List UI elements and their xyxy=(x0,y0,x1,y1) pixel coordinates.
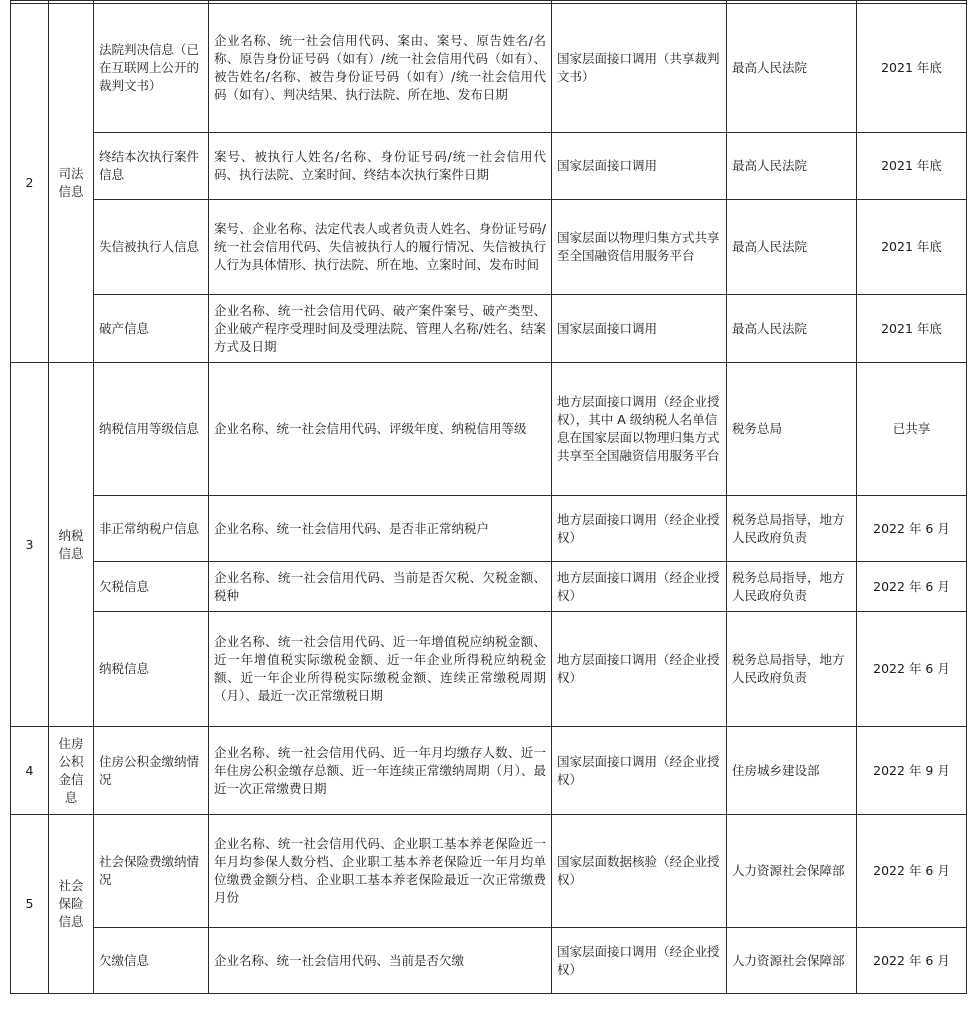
table-row xyxy=(11,727,967,815)
category-label: 住房 公积 金信 息 xyxy=(49,727,94,815)
table-row xyxy=(11,815,967,928)
info-content: 企业名称、统一社会信用代码、当前是否欠税、欠税金额、税种 xyxy=(209,562,552,612)
responsible-dept: 税务总局 xyxy=(727,363,857,496)
category-label: 司法 信息 xyxy=(49,4,94,363)
responsible-dept: 人力资源社会保障部 xyxy=(727,815,857,928)
info-content: 企业名称、统一社会信用代码、近一年月均缴存人数、近一年住房公积金缴存总额、近一年连续正常缴纳周期（月）、最近一次正常缴费日期 xyxy=(209,727,552,815)
sharing-method: 国家层面接口调用（经企业授权） xyxy=(552,727,727,815)
info-content: 企业名称、统一社会信用代码、评级年度、纳税信用等级 xyxy=(209,363,552,496)
responsible-dept: 税务总局指导，地方人民政府负责 xyxy=(727,562,857,612)
responsible-dept: 最高人民法院 xyxy=(727,200,857,295)
info-item: 住房公积金缴纳情况 xyxy=(94,727,209,815)
row-number: 5 xyxy=(11,815,49,994)
info-content: 案号、企业名称、法定代表人或者负责人姓名、身份证号码/统一社会信用代码、失信被执行人的履行情况、失信被执行人行为具体情形、执行法院、所在地、立案时间、发布时间 xyxy=(209,200,552,295)
completion-time: 2022 年 6 月 xyxy=(857,928,967,994)
table-row xyxy=(11,928,967,994)
sharing-method: 国家层面接口调用 xyxy=(552,133,727,200)
info-item: 欠缴信息 xyxy=(94,928,209,994)
info-content: 企业名称、统一社会信用代码、近一年增值税应纳税金额、近一年增值税实际缴税金额、近一年企业所得税应纳税金额、近一年企业所得税实际缴税金额、连续正常缴税周期（月）、最近一次正常缴税日期 xyxy=(209,612,552,727)
info-item: 法院判决信息（已在互联网上公开的裁判文书） xyxy=(94,4,209,133)
sharing-method: 地方层面接口调用（经企业授权） xyxy=(552,496,727,562)
info-item: 社会保险费缴纳情况 xyxy=(94,815,209,928)
completion-time: 2022 年 6 月 xyxy=(857,612,967,727)
table-row xyxy=(11,133,967,200)
table-row xyxy=(11,363,967,496)
responsible-dept: 税务总局指导，地方人民政府负责 xyxy=(727,612,857,727)
table-row xyxy=(11,562,967,612)
completion-time: 2021 年底 xyxy=(857,133,967,200)
info-item: 失信被执行人信息 xyxy=(94,200,209,295)
info-content: 企业名称、统一社会信用代码、当前是否欠缴 xyxy=(209,928,552,994)
table-row xyxy=(11,496,967,562)
sharing-method: 地方层面接口调用（经企业授权） xyxy=(552,612,727,727)
info-content: 企业名称、统一社会信用代码、是否非正常纳税户 xyxy=(209,496,552,562)
responsible-dept: 人力资源社会保障部 xyxy=(727,928,857,994)
responsible-dept: 最高人民法院 xyxy=(727,295,857,363)
info-item: 非正常纳税户信息 xyxy=(94,496,209,562)
completion-time: 2022 年 6 月 xyxy=(857,562,967,612)
completion-time: 2021 年底 xyxy=(857,200,967,295)
info-content: 企业名称、统一社会信用代码、案由、案号、原告姓名/名称、原告身份证号码（如有）/统一社会信用代码（如有）、被告姓名/名称、被告身份证号码（如有）/统一社会信用代码（如有）、判决结果、执行法院、所在地、发布日期 xyxy=(209,4,552,133)
responsible-dept: 住房城乡建设部 xyxy=(727,727,857,815)
responsible-dept: 最高人民法院 xyxy=(727,133,857,200)
info-content: 企业名称、统一社会信用代码、破产案件案号、破产类型、企业破产程序受理时间及受理法院、管理人名称/姓名、结案方式及日期 xyxy=(209,295,552,363)
completion-time: 2022 年 6 月 xyxy=(857,815,967,928)
sharing-method: 国家层面接口调用（经企业授权） xyxy=(552,928,727,994)
sharing-method: 地方层面接口调用（经企业授权），其中 A 级纳税人名单信息在国家层面以物理归集方式共享至全国融资信用服务平台 xyxy=(552,363,727,496)
info-item: 破产信息 xyxy=(94,295,209,363)
credit-info-table xyxy=(10,0,967,994)
completion-time: 2022 年 6 月 xyxy=(857,496,967,562)
info-item: 纳税信用等级信息 xyxy=(94,363,209,496)
row-number: 2 xyxy=(11,4,49,363)
responsible-dept: 税务总局指导，地方人民政府负责 xyxy=(727,496,857,562)
table-row xyxy=(11,612,967,727)
completion-time: 已共享 xyxy=(857,363,967,496)
info-content: 案号、被执行人姓名/名称、身份证号码/统一社会信用代码、执行法院、立案时间、终结本次执行案件日期 xyxy=(209,133,552,200)
table-row xyxy=(11,200,967,295)
sharing-method: 地方层面接口调用（经企业授权） xyxy=(552,562,727,612)
completion-time: 2022 年 9 月 xyxy=(857,727,967,815)
sharing-method: 国家层面以物理归集方式共享至全国融资信用服务平台 xyxy=(552,200,727,295)
sharing-method: 国家层面数据核验（经企业授权） xyxy=(552,815,727,928)
info-item: 终结本次执行案件信息 xyxy=(94,133,209,200)
category-label: 纳税 信息 xyxy=(49,363,94,727)
completion-time: 2021 年底 xyxy=(857,295,967,363)
completion-time: 2021 年底 xyxy=(857,4,967,133)
sharing-method: 国家层面接口调用（共享裁判文书） xyxy=(552,4,727,133)
info-item: 纳税信息 xyxy=(94,612,209,727)
table-row xyxy=(11,295,967,363)
info-content: 企业名称、统一社会信用代码、企业职工基本养老保险近一年月均参保人数分档、企业职工基本养老保险近一年月均单位缴费金额分档、企业职工基本养老保险最近一次正常缴费月份 xyxy=(209,815,552,928)
table-row xyxy=(11,4,967,133)
table-body xyxy=(11,1,967,994)
row-number: 3 xyxy=(11,363,49,727)
row-number: 4 xyxy=(11,727,49,815)
info-item: 欠税信息 xyxy=(94,562,209,612)
sharing-method: 国家层面接口调用 xyxy=(552,295,727,363)
category-label: 社会 保险 信息 xyxy=(49,815,94,994)
responsible-dept: 最高人民法院 xyxy=(727,4,857,133)
